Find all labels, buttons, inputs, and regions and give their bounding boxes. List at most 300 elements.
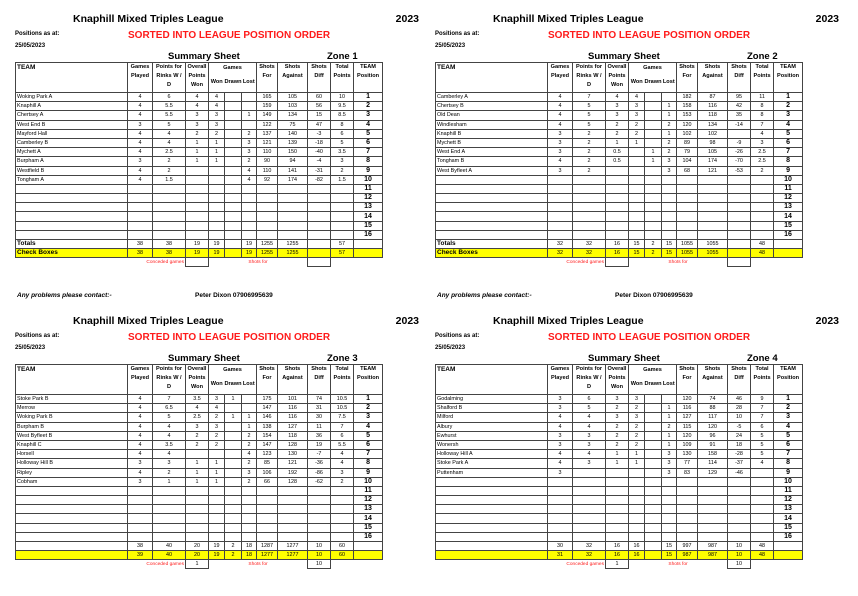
total-points-cell: 4 <box>751 459 774 468</box>
col-total-points: Total Points <box>331 63 354 93</box>
total-points-cell: 2.5 <box>751 148 774 157</box>
shots-diff-cell <box>728 194 751 203</box>
games-played-cell: 3 <box>548 468 573 477</box>
shots-diff-cell <box>728 175 751 184</box>
check-shots-diff: 10 <box>308 551 331 560</box>
position-cell: 3 <box>354 111 383 120</box>
games-played-cell <box>548 212 573 221</box>
team-name-cell: Milford <box>436 413 548 422</box>
shots-for-cell: 120 <box>677 431 698 440</box>
drawn-cell: 1 <box>225 395 242 404</box>
check-drawn: 2 <box>225 551 242 560</box>
table-row <box>16 514 420 523</box>
overall-points-cell: 1 <box>186 138 209 147</box>
col-points-rinks: Points for Rinks W / D <box>573 365 606 395</box>
drawn-cell <box>645 102 662 111</box>
overall-points-cell <box>606 505 629 514</box>
team-name-cell: Knaphill B <box>436 129 548 138</box>
games-played-cell <box>548 194 573 203</box>
games-played-cell: 4 <box>128 166 153 175</box>
won-cell: 3 <box>629 395 645 404</box>
position-cell: 15 <box>774 221 803 230</box>
drawn-cell <box>645 477 662 486</box>
lost-cell <box>242 505 257 514</box>
col-points-rinks: Points for Rinks W / D <box>153 365 186 395</box>
lost-cell: 2 <box>242 431 257 440</box>
team-name-cell: West Byfleet B <box>16 431 128 440</box>
games-played-cell: 4 <box>128 431 153 440</box>
zone-label: Zone 2 <box>747 51 778 62</box>
shots-diff-cell: -5 <box>728 422 751 431</box>
shots-diff-cell: 46 <box>728 395 751 404</box>
table-row <box>16 230 420 239</box>
team-name-cell: West End B <box>16 120 128 129</box>
points-rinks-cell: 2 <box>573 138 606 147</box>
col-team: TEAM <box>436 365 548 395</box>
totals-shots-diff <box>728 240 751 249</box>
totals-won: 19 <box>209 542 225 551</box>
check-shots-diff: 10 <box>728 551 751 560</box>
table-row <box>436 138 840 147</box>
lost-cell <box>662 175 677 184</box>
col-games-played: Games Played <box>128 365 153 395</box>
games-played-cell <box>548 477 573 486</box>
points-rinks-cell <box>573 468 606 477</box>
totals-games-played: 32 <box>548 240 573 249</box>
games-played-cell: 4 <box>548 450 573 459</box>
check-label <box>16 551 128 560</box>
team-name-cell <box>436 477 548 486</box>
overall-points-cell: 3 <box>606 413 629 422</box>
total-points-cell: 11 <box>751 93 774 102</box>
col-games <box>629 365 677 395</box>
shots-against-cell <box>278 203 308 212</box>
lost-cell <box>662 184 677 193</box>
conceded-label: Conceded games <box>146 259 184 265</box>
drawn-cell <box>225 459 242 468</box>
shots-for-label: Shots for <box>668 259 688 265</box>
overall-points-cell: 3 <box>186 422 209 431</box>
drawn-cell <box>225 431 242 440</box>
shots-diff-cell <box>728 505 751 514</box>
total-points-cell: 5.5 <box>331 440 354 449</box>
games-played-cell: 3 <box>548 404 573 413</box>
positions-date: 25/05/2023 <box>15 345 46 351</box>
drawn-cell <box>225 93 242 102</box>
team-name-cell <box>16 532 128 541</box>
shots-diff-cell: -40 <box>308 148 331 157</box>
won-cell: 3 <box>209 395 225 404</box>
table-row <box>436 422 840 431</box>
table-row <box>436 203 840 212</box>
team-name-cell: Stoke Park A <box>436 459 548 468</box>
games-played-cell <box>128 212 153 221</box>
positions-label: Positions as at: <box>15 333 60 339</box>
shots-against-cell: 105 <box>698 148 728 157</box>
shots-diff-cell: -31 <box>308 166 331 175</box>
overall-points-cell <box>606 230 629 239</box>
total-points-cell: 10.5 <box>331 404 354 413</box>
col-lost: Lost <box>242 381 255 387</box>
points-rinks-cell: 3.5 <box>153 440 186 449</box>
drawn-cell <box>225 120 242 129</box>
position-cell: 14 <box>774 514 803 523</box>
shots-diff-cell: -46 <box>728 468 751 477</box>
games-played-cell <box>548 184 573 193</box>
overall-points-cell <box>606 203 629 212</box>
points-rinks-cell: 3 <box>573 431 606 440</box>
shots-for-cell <box>677 532 698 541</box>
check-shots-for: 1277 <box>257 551 278 560</box>
points-rinks-cell <box>153 514 186 523</box>
games-played-cell: 4 <box>128 468 153 477</box>
team-name-cell: Camberley B <box>16 138 128 147</box>
points-rinks-cell <box>153 230 186 239</box>
col-shots-against: Shots Against <box>278 63 308 93</box>
shots-against-cell <box>278 532 308 541</box>
header-row <box>16 365 420 395</box>
conceded-shots-value <box>728 258 751 267</box>
team-name-cell: Holloway Hill B <box>16 459 128 468</box>
won-cell: 2 <box>629 440 645 449</box>
total-points-cell <box>751 486 774 495</box>
shots-for-cell: 104 <box>677 157 698 166</box>
total-points-cell: 5 <box>751 450 774 459</box>
totals-shots-against: 1255 <box>278 240 308 249</box>
table-row <box>436 431 840 440</box>
won-cell <box>629 486 645 495</box>
shots-diff-cell <box>728 129 751 138</box>
lost-cell <box>662 514 677 523</box>
total-points-cell <box>331 184 354 193</box>
shots-diff-cell: 47 <box>308 120 331 129</box>
shots-for-cell <box>677 221 698 230</box>
points-rinks-cell: 7 <box>153 395 186 404</box>
team-name-cell: Holloway Hill A <box>436 450 548 459</box>
shots-for-cell <box>257 486 278 495</box>
total-points-cell: 7 <box>331 422 354 431</box>
col-won: Won <box>630 381 643 387</box>
position-cell: 16 <box>774 230 803 239</box>
games-played-cell: 4 <box>128 93 153 102</box>
shots-diff-cell <box>728 523 751 532</box>
lost-cell: 2 <box>242 459 257 468</box>
team-name-cell: Mayford Hall <box>16 129 128 138</box>
shots-diff-cell <box>728 221 751 230</box>
team-name-cell <box>436 486 548 495</box>
shots-against-cell: 150 <box>278 148 308 157</box>
won-cell: 3 <box>209 111 225 120</box>
table-row <box>436 505 840 514</box>
position-cell: 11 <box>774 184 803 193</box>
totals-games-played: 38 <box>128 542 153 551</box>
totals-shots-against: 987 <box>698 542 728 551</box>
check-points-rinks: 32 <box>573 249 606 258</box>
positions-date: 25/05/2023 <box>435 43 466 49</box>
won-cell <box>629 477 645 486</box>
overall-points-cell <box>606 184 629 193</box>
shots-for-cell: 147 <box>257 404 278 413</box>
summary-sheet-label: Summary Sheet <box>168 353 240 364</box>
table-row <box>436 230 840 239</box>
overall-points-cell: 2 <box>606 431 629 440</box>
col-shots-for: Shots For <box>677 63 698 93</box>
games-label: Games <box>643 65 662 71</box>
total-points-cell: 4 <box>751 129 774 138</box>
shots-against-cell <box>698 523 728 532</box>
shots-for-cell: 109 <box>677 440 698 449</box>
won-cell <box>209 532 225 541</box>
games-played-cell: 4 <box>128 395 153 404</box>
position-cell: 13 <box>774 505 803 514</box>
shots-against-cell: 118 <box>698 111 728 120</box>
drawn-cell <box>645 175 662 184</box>
drawn-cell <box>645 93 662 102</box>
shots-diff-cell: 19 <box>308 440 331 449</box>
overall-points-cell: 2 <box>606 129 629 138</box>
shots-diff-cell <box>308 230 331 239</box>
lost-cell: 3 <box>242 138 257 147</box>
team-name-cell <box>436 175 548 184</box>
lost-cell: 3 <box>662 157 677 166</box>
drawn-cell <box>225 532 242 541</box>
totals-lost: 15 <box>662 542 677 551</box>
shots-against-cell: 75 <box>278 120 308 129</box>
shots-for-cell <box>257 523 278 532</box>
drawn-cell <box>645 468 662 477</box>
total-points-cell: 10 <box>331 93 354 102</box>
team-name-cell: West End A <box>436 148 548 157</box>
team-name-cell: Westfield B <box>16 166 128 175</box>
shots-against-cell <box>698 184 728 193</box>
total-points-cell <box>331 486 354 495</box>
shots-for-cell <box>257 514 278 523</box>
table-row <box>16 477 420 486</box>
table-row <box>436 184 840 193</box>
table-row <box>436 523 840 532</box>
lost-cell: 1 <box>662 413 677 422</box>
points-rinks-cell <box>153 505 186 514</box>
conceded-label: Conceded games <box>146 561 184 567</box>
drawn-cell <box>645 395 662 404</box>
table-row <box>436 395 840 404</box>
shots-diff-cell <box>728 212 751 221</box>
totals-row <box>16 240 420 249</box>
overall-points-cell: 1 <box>186 459 209 468</box>
shots-for-cell: 146 <box>257 413 278 422</box>
overall-points-cell <box>606 212 629 221</box>
overall-points-cell <box>186 184 209 193</box>
total-points-cell <box>751 523 774 532</box>
shots-against-cell <box>698 486 728 495</box>
total-points-cell: 5 <box>331 138 354 147</box>
drawn-cell <box>225 496 242 505</box>
drawn-cell <box>225 184 242 193</box>
team-name-cell: Camberley A <box>436 93 548 102</box>
shots-against-cell: 74 <box>698 395 728 404</box>
drawn-cell: 1 <box>645 157 662 166</box>
col-won: Won <box>210 79 223 85</box>
check-label: Check Boxes <box>436 249 548 258</box>
games-played-cell: 3 <box>128 120 153 129</box>
points-rinks-cell: 5 <box>573 111 606 120</box>
total-points-cell: 4 <box>331 459 354 468</box>
games-played-cell: 3 <box>548 148 573 157</box>
table-row <box>16 523 420 532</box>
team-name-cell: Ripley <box>16 468 128 477</box>
position-cell: 2 <box>354 102 383 111</box>
total-points-cell: 3.5 <box>331 148 354 157</box>
points-rinks-cell <box>573 175 606 184</box>
team-name-cell <box>16 230 128 239</box>
games-played-cell: 3 <box>128 477 153 486</box>
shots-against-cell: 174 <box>278 175 308 184</box>
overall-points-cell: 1 <box>606 459 629 468</box>
shots-diff-cell: -36 <box>308 459 331 468</box>
drawn-cell <box>225 230 242 239</box>
col-shots-against: Shots Against <box>698 365 728 395</box>
points-rinks-cell: 2 <box>573 129 606 138</box>
position-cell: 2 <box>774 102 803 111</box>
games-played-cell <box>548 221 573 230</box>
shots-diff-cell <box>728 532 751 541</box>
position-cell: 5 <box>774 129 803 138</box>
sheet-header <box>435 307 847 364</box>
position-cell: 7 <box>774 450 803 459</box>
lost-cell <box>662 505 677 514</box>
shots-against-cell: 121 <box>698 166 728 175</box>
won-cell <box>209 496 225 505</box>
check-position <box>354 551 383 560</box>
drawn-cell <box>645 184 662 193</box>
drawn-cell <box>225 148 242 157</box>
won-cell <box>209 194 225 203</box>
totals-games-played: 38 <box>128 240 153 249</box>
shots-against-cell: 116 <box>278 404 308 413</box>
check-overall-points: 20 <box>186 551 209 560</box>
team-name-cell: Horsell <box>16 450 128 459</box>
season-year: 2023 <box>815 13 839 25</box>
team-name-cell: Wonersh <box>436 440 548 449</box>
lost-cell <box>242 194 257 203</box>
overall-points-cell: 3.5 <box>186 395 209 404</box>
team-name-cell <box>16 203 128 212</box>
shots-against-cell <box>278 505 308 514</box>
totals-total-points: 48 <box>751 542 774 551</box>
shots-for-cell: 182 <box>677 93 698 102</box>
lost-cell: 2 <box>242 440 257 449</box>
won-cell: 1 <box>209 157 225 166</box>
team-name-cell <box>436 203 548 212</box>
lost-cell <box>242 102 257 111</box>
total-points-cell: 9 <box>751 395 774 404</box>
team-name-cell <box>436 184 548 193</box>
league-table <box>435 62 839 267</box>
table-row <box>16 203 420 212</box>
shots-diff-cell <box>308 203 331 212</box>
won-cell: 2 <box>629 422 645 431</box>
won-cell <box>629 496 645 505</box>
total-points-cell: 3 <box>331 157 354 166</box>
games-played-cell: 4 <box>128 413 153 422</box>
won-cell: 1 <box>209 148 225 157</box>
sheet-header <box>15 307 427 364</box>
total-points-cell: 5 <box>751 440 774 449</box>
position-cell: 13 <box>354 203 383 212</box>
shots-diff-cell: 60 <box>308 93 331 102</box>
shots-diff-cell <box>728 184 751 193</box>
games-played-cell <box>128 514 153 523</box>
league-table <box>15 364 419 569</box>
zone-3-panel <box>15 307 427 596</box>
lost-cell <box>662 221 677 230</box>
team-name-cell <box>436 505 548 514</box>
drawn-cell <box>645 212 662 221</box>
total-points-cell <box>751 184 774 193</box>
totals-lost: 18 <box>242 542 257 551</box>
team-name-cell <box>436 496 548 505</box>
shots-for-label: Shots for <box>248 561 268 567</box>
table-row <box>16 395 420 404</box>
position-cell: 6 <box>774 440 803 449</box>
league-title: Knaphill Mixed Triples League <box>493 13 644 25</box>
table-row <box>16 404 420 413</box>
overall-points-cell: 2 <box>186 431 209 440</box>
shots-for-cell: 137 <box>257 129 278 138</box>
league-title: Knaphill Mixed Triples League <box>493 315 644 327</box>
team-name-cell <box>16 514 128 523</box>
shots-for-cell: 83 <box>677 468 698 477</box>
team-name-cell <box>16 184 128 193</box>
team-name-cell: Tongham A <box>16 175 128 184</box>
problems-label: Any problems please contact:- <box>437 292 532 299</box>
won-cell: 2 <box>209 413 225 422</box>
col-shots-diff: Shots Diff <box>308 365 331 395</box>
won-cell <box>209 203 225 212</box>
shots-for-cell: 120 <box>677 395 698 404</box>
col-overall-points: Overall Points Won <box>606 63 629 93</box>
won-cell: 1 <box>209 477 225 486</box>
drawn-cell <box>225 440 242 449</box>
totals-won: 19 <box>209 240 225 249</box>
overall-points-cell: 2 <box>606 422 629 431</box>
total-points-cell <box>331 194 354 203</box>
games-played-cell <box>128 194 153 203</box>
total-points-cell: 6 <box>751 422 774 431</box>
shots-for-cell: 92 <box>257 175 278 184</box>
drawn-cell <box>645 166 662 175</box>
points-rinks-cell <box>573 230 606 239</box>
overall-points-cell: 0.5 <box>606 148 629 157</box>
team-name-cell: Merrow <box>16 404 128 413</box>
points-rinks-cell: 5 <box>573 120 606 129</box>
shots-against-cell <box>698 514 728 523</box>
points-rinks-cell: 4 <box>573 450 606 459</box>
shots-for-cell <box>257 532 278 541</box>
shots-diff-cell: -26 <box>728 148 751 157</box>
position-cell: 12 <box>354 496 383 505</box>
total-points-cell: 9.5 <box>331 102 354 111</box>
drawn-cell <box>645 496 662 505</box>
check-lost: 18 <box>242 551 257 560</box>
shots-diff-cell <box>728 203 751 212</box>
lost-cell: 1 <box>242 111 257 120</box>
drawn-cell <box>225 422 242 431</box>
points-rinks-cell: 2 <box>153 157 186 166</box>
shots-diff-cell <box>308 486 331 495</box>
points-rinks-cell: 2 <box>153 468 186 477</box>
points-rinks-cell: 5 <box>573 404 606 413</box>
